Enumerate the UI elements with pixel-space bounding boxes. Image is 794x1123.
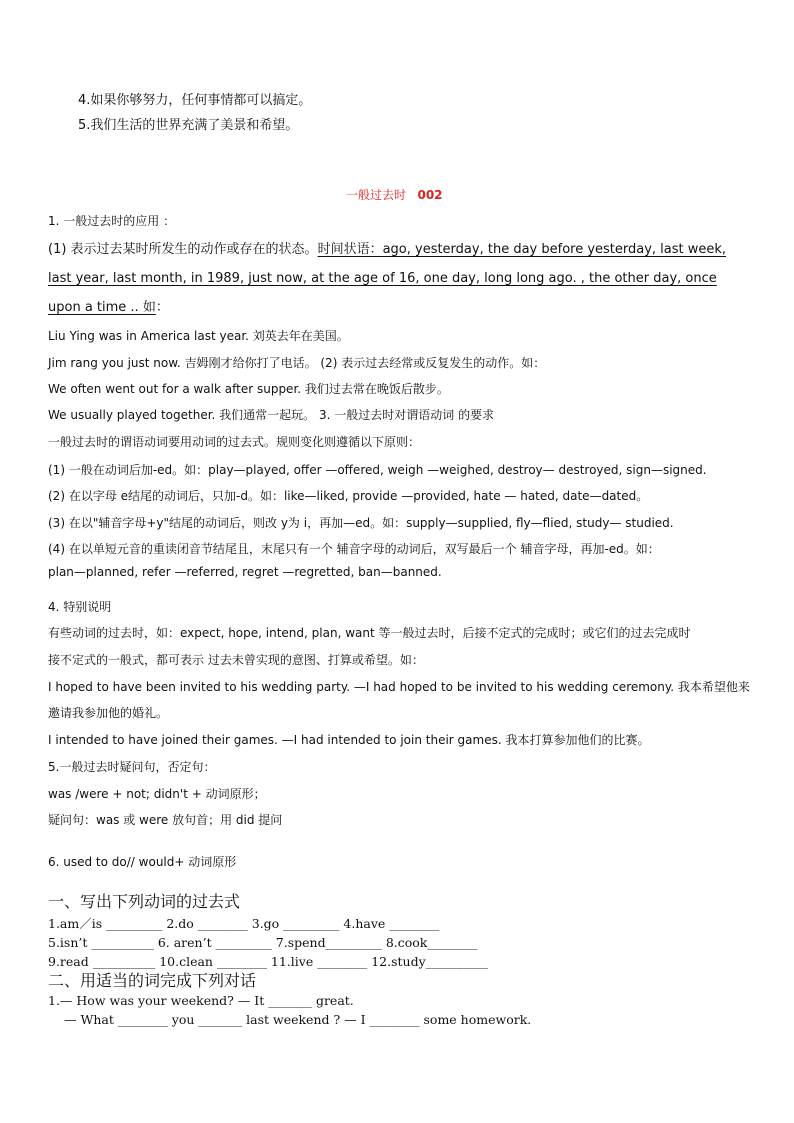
rule-item: (4) 在以单短元音的重读闭音节结尾且，末尾只有一个 辅音字母的动词后，双写最后一个 辅音字母，再加-ed。如： [48,542,660,556]
rule-item: (2) 在以字母 e结尾的动词后，只加-d。如：like—liked, provide —provided, hate — hated, date—dated。 [48,489,649,503]
question-negative-line: 疑问句：was 或 were 放句首；用 did 提问 [48,813,283,827]
used-to-line: 6. used to do// would+ 动词原形 [48,855,237,869]
rule-item: (3) 在以"辅音字母+y"结尾的动词后，则改 y为 i，再加—ed。如：supply—supplied, fly—flied, study— studied. [48,516,674,530]
special-line: I intended to have joined their games. —I had intended to join their games. 我本打算参加他们的比赛。 [48,733,650,747]
rule-item: plan—planned, refer —referred, regret —regretted, ban—banned. [48,565,442,579]
exercise-1-title: 一、写出下列动词的过去式 [48,892,241,911]
usage-line-3-tail: ： [155,300,169,315]
special-line: 接不定式的一般式，都可表示 过去未曾实现的意图、打算或希望。如： [48,653,424,667]
exercise-row: 1.am／is _________ 2.do ________ 3.go _________ 4.have ________ [48,916,440,931]
usage-line-1-text: (1) 表示过去某时所发生的动作或存在的状态。 [48,242,318,257]
exercise-question: 1.— How was your weekend? — It _______ great. [48,993,354,1008]
usage-line-1 [48,241,726,259]
list-item: 5.我们生活的世界充满了美景和希望。 [78,118,299,133]
special-heading: 4. 特别说明 [48,600,112,614]
list-item: 4.如果你够努力，任何事情都可以搞定。 [78,93,312,108]
special-line: I hoped to have been invited to his wedding party. —I had hoped to be invited to his wedding ceremony. 我本希望他来 [48,680,750,694]
exercise-2-title: 二、用适当的词完成下列对话 [48,971,257,990]
usage-heading: 1. 一般过去时的应用 ： [48,214,176,228]
time-adverbials: 时间状语：ago, yesterday, the day before yesterday, last week, [317,242,727,257]
usage-line-3-underlined: upon a time .. 如 [48,300,156,315]
example-sentence: We often went out for a walk after supper. 我们过去常在晚饭后散步。 [48,382,449,396]
section-title-text: 一般过去时 [346,188,407,202]
exercise-question: — What ________ you _______ last weekend ? — I ________ some homework. [64,1012,532,1027]
special-line: 有些动词的过去时，如：expect, hope, intend, plan, want 等一般过去时，后接不定式的完成时；或它们的过去完成时 [48,626,691,640]
section-code: 002 [417,188,443,202]
special-line: 邀请我参加他的婚礼。 [48,706,169,720]
exercise-row: 9.read __________ 10.clean ________ 11.live ________ 12.study__________ [48,954,489,969]
example-sentence: Liu Ying was in America last year. 刘英去年在美国。 [48,329,349,343]
example-sentence: Jim rang you just now. 吉姆刚才给你打了电话。 (2) 表示过去经常或反复发生的动作。如： [48,356,546,370]
usage-line-2: last year, last month, in 1989, just now, at the age of 16, one day, long long ago. , the other day, once [48,271,717,286]
rule-intro: 一般过去时的谓语动词要用动词的过去式。规则变化则遵循以下原则： [48,435,421,449]
question-negative-heading: 5.一般过去时疑问句，否定句： [48,760,216,774]
example-sentence: We usually played together. 我们通常一起玩。 3. 一般过去时对谓语动词 的要求 [48,408,495,422]
rule-item: (1) 一般在动词后加-ed。如：play—played, offer —offered, weigh —weighed, destroy— destroyed, sign—signed. [48,463,707,477]
exercise-row: 5.isn’t __________ 6. aren’t _________ 7.spend_________ 8.cook________ [48,935,478,950]
section-title [346,187,443,203]
question-negative-line: was /were + not; didn't + 动词原形； [48,787,266,801]
usage-line-3 [48,299,169,317]
